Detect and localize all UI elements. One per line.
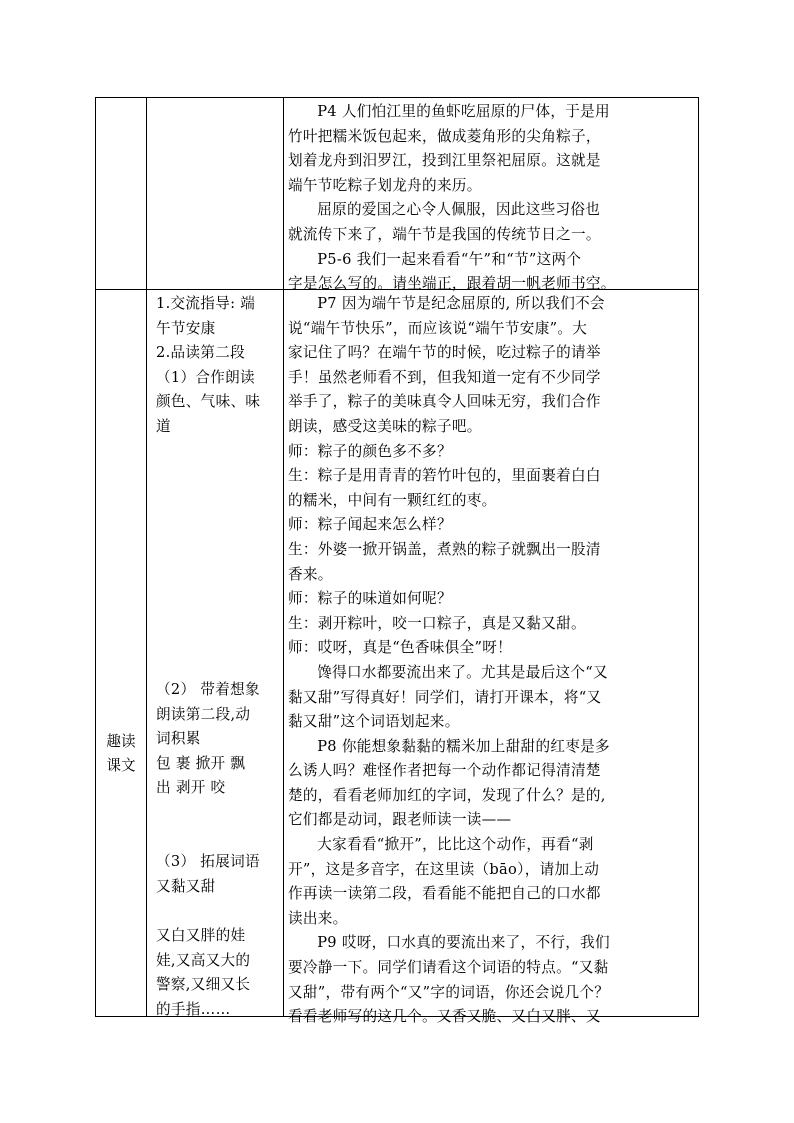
- text-line: P9 哎呀，口水真的要流出来了，不行，我们: [317, 934, 610, 952]
- step-line: 午节安康: [156, 319, 216, 337]
- dialogue-line: 师：粽子的颜色多不多？: [288, 442, 452, 460]
- section-label-line: 趣读: [106, 733, 136, 750]
- lesson-table: [95, 97, 699, 1026]
- text-line: 朗读，感受这美味的粽子吧。: [288, 417, 482, 435]
- text-line: 作再读一读第二段，看看能不能把自己的口水都: [288, 885, 601, 903]
- text-line: 家记住了吗？在端午节的时候，吃过粽子的请举: [288, 344, 601, 362]
- column-divider-1: [146, 98, 147, 1016]
- text-line: 香来。: [288, 565, 333, 583]
- step-line: （1）合作朗读: [156, 368, 255, 386]
- text-line: 楚的，看看老师加红的字词，发现了什么？是的,: [288, 786, 606, 804]
- step-line: （2） 带着想象: [156, 681, 260, 698]
- text-line: 竹叶把糯米饭包起来，做成菱角形的尖角粽子，: [288, 127, 601, 145]
- text-line: 又甜”，带有两个“又”字的词语，你还会说几个？: [288, 983, 610, 1001]
- text-line: P7 因为端午节是纪念屈原的, 所以我们不会: [317, 295, 605, 312]
- text-line: 么诱人吗？难怪作者把每一个动作都记得清清楚: [288, 762, 601, 780]
- text-line: 大家看看“掀开”，比比这个动作，再看“剥: [317, 836, 594, 854]
- step-line: 2.品读第二段: [156, 344, 245, 362]
- text-line: 读出来。: [288, 909, 348, 927]
- text-line: P4 人们怕江里的鱼虾吃屈原的尸体，于是用: [317, 103, 610, 120]
- text-line: 馋得口水都要流出来了。尤其是最后这个“又: [317, 663, 608, 681]
- text-line: 黏又甜”这个词语划起来。: [288, 713, 460, 731]
- text-line: 看看老师写的这几个。又香又脆、又白又胖、又: [288, 1008, 601, 1026]
- section-label: [96, 730, 146, 778]
- step-line: 娃,又高又大的: [156, 951, 251, 969]
- step-group-2: [156, 678, 280, 801]
- text-line: 屈原的爱国之心令人佩服，因此这些习俗也: [317, 201, 601, 219]
- step-group-3: [156, 850, 280, 899]
- text-line: P8 你能想象黏黏的糯米加上甜甜的红枣是多: [317, 737, 610, 755]
- step-line: 朗读第二段,动: [156, 705, 251, 723]
- text-line: 黏又甜”写得真好！同学们，请打开课本，将“又: [288, 688, 602, 706]
- text-line: 手！虽然老师看不到，但我知道一定有不少同学: [288, 368, 601, 386]
- dialogue-line: 生：粽子是用青青的箬竹叶包的，里面裹着白白: [288, 467, 601, 485]
- text-line: 举手了，粽子的美味真令人回味无穷，我们合作: [288, 393, 601, 411]
- step-line: 词积累: [156, 730, 201, 748]
- step-line: （3） 拓展词语: [156, 853, 260, 870]
- dialogue-line: 师：哎呀，真是“色香味俱全”呀！: [288, 639, 513, 657]
- text-line: 要冷静一下。同学们请看这个词语的特点。“又黏: [288, 959, 609, 977]
- text-line: 的糯米，中间有一颗红红的枣。: [288, 491, 497, 509]
- step-line: 警察,又细又长: [156, 976, 251, 994]
- text-line: 划着龙舟到汨罗江，投到江里祭祀屈原。这就是: [288, 152, 601, 170]
- text-line: 开”，这是多音字，在这里读（bāo），请加上动: [288, 860, 600, 878]
- dialogue-line: 师：粽子闻起来怎么样？: [288, 516, 452, 534]
- step-line: 包 裹 掀开 飘: [156, 754, 246, 772]
- column-divider-2: [283, 98, 284, 1016]
- text-line: 就流传下来了，端午节是我国的传统节日之一。: [288, 225, 601, 243]
- step-line: 又白又胖的娃: [156, 927, 246, 944]
- step-group-1: [156, 292, 280, 440]
- dialogue-line: 生：外婆一掀开锅盖，煮熟的粽子就飘出一股清: [288, 540, 601, 558]
- dialogue-line: 师：粽子的味道如何呢？: [288, 590, 452, 608]
- row1-content-cell: [288, 100, 696, 297]
- step-line: 又黏又甜: [156, 877, 216, 895]
- section-label-line: 课文: [106, 757, 136, 774]
- step-line: 道: [156, 417, 171, 435]
- step-line: 出 剥开 咬: [156, 779, 226, 797]
- dialogue-line: 生：剥开粽叶，咬一口粽子，真是又黏又甜。: [288, 614, 586, 632]
- text-line: P5-6 我们一起来看看“午”和“节”这两个: [317, 250, 582, 268]
- text-line: 端午节吃粽子划龙舟的来历。: [288, 176, 482, 194]
- text-line: 说“端午节快乐”，而应该说“端午节安康”。大: [288, 319, 588, 337]
- step-line: 的手指……: [156, 1000, 231, 1018]
- row2-content-cell: [288, 292, 696, 1030]
- step-line: 1.交流指导: 端: [156, 295, 256, 312]
- step-group-4: [156, 924, 280, 1022]
- step-line: 颜色、气味、味: [156, 393, 261, 411]
- text-line: 字是怎么写的。请坐端正，跟着胡一帆老师书空。: [288, 275, 616, 293]
- text-line: 它们都是动词，跟老师读一读——: [288, 811, 512, 829]
